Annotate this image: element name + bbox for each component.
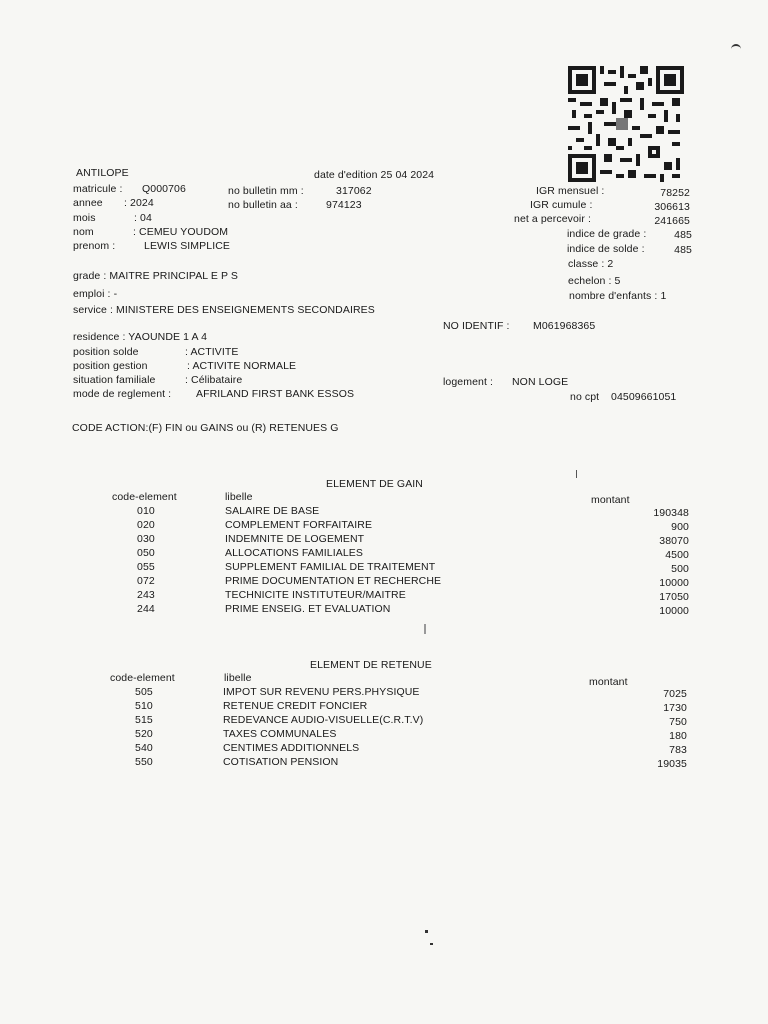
position-gestion-value: : ACTIVITE NORMALE <box>187 360 297 372</box>
retenues-row-code: 505 <box>135 686 153 698</box>
igr-cumule-value: 306613 <box>654 201 690 213</box>
no-identif-label: NO IDENTIF : <box>443 320 510 332</box>
gains-row-montant: 17050 <box>659 591 689 603</box>
position-solde-value: : ACTIVITE <box>185 346 239 358</box>
retenues-col-montant: montant <box>589 676 628 688</box>
net-label: net a percevoir : <box>514 213 591 225</box>
scan-mark <box>424 624 426 634</box>
retenues-row-montant: 19035 <box>657 758 687 770</box>
emploi: emploi : - <box>73 288 118 300</box>
reglement-label: mode de reglement : <box>73 388 172 400</box>
retenues-row-libelle: TAXES COMMUNALES <box>223 728 337 740</box>
grade: grade : MAITRE PRINCIPAL E P S <box>73 270 239 282</box>
gains-col-code: code-element <box>112 491 177 503</box>
no-cpt-label: no cpt <box>570 391 600 403</box>
gains-row-montant: 38070 <box>659 535 689 547</box>
situation-label: situation familiale <box>73 374 156 386</box>
gains-row-libelle: INDEMNITE DE LOGEMENT <box>225 533 365 545</box>
bulletin-aa-label: no bulletin aa : <box>228 199 298 211</box>
edition-date: date d'edition 25 04 2024 <box>314 169 435 181</box>
gains-row-code: 020 <box>137 519 155 531</box>
position-gestion-label: position gestion <box>73 360 148 372</box>
gains-row-code: 072 <box>137 575 155 587</box>
matricule-label: matricule : <box>73 183 123 195</box>
scan-mark <box>576 470 577 478</box>
gains-row-libelle: PRIME DOCUMENTATION ET RECHERCHE <box>225 575 442 587</box>
gains-row-montant: 190348 <box>653 507 689 519</box>
retenues-row-montant: 180 <box>669 730 687 742</box>
retenues-col-libelle: libelle <box>224 672 252 684</box>
retenues-row-libelle: IMPOT SUR REVENU PERS.PHYSIQUE <box>223 686 420 698</box>
gains-row-libelle: TECHNICITE INSTITUTEUR/MAITRE <box>225 589 406 601</box>
gains-row-code: 243 <box>137 589 155 601</box>
mois-value: : 04 <box>134 212 152 224</box>
igr-cumule-label: IGR cumule : <box>530 199 593 211</box>
qr-code <box>566 66 686 182</box>
echelon: echelon : 5 <box>568 275 621 287</box>
gains-row-code: 050 <box>137 547 155 559</box>
indice-solde-value: 485 <box>674 244 692 256</box>
indice-solde-label: indice de solde : <box>567 243 645 255</box>
prenom-value: LEWIS SIMPLICE <box>144 240 231 252</box>
retenues-row-montant: 7025 <box>663 688 687 700</box>
retenues-row-montant: 1730 <box>663 702 687 714</box>
retenues-row-code: 510 <box>135 700 153 712</box>
position-solde-label: position solde <box>73 346 139 358</box>
gains-row-libelle: COMPLEMENT FORFAITAIRE <box>225 519 373 531</box>
net-value: 241665 <box>654 215 690 227</box>
annee-value: : 2024 <box>124 197 154 209</box>
matricule-value: Q000706 <box>142 183 186 195</box>
retenues-row-montant: 783 <box>669 744 687 756</box>
gains-row-code: 010 <box>137 505 155 517</box>
code-action: CODE ACTION:(F) FIN ou GAINS ou (R) RETENUES G <box>72 422 339 434</box>
no-identif-value: M061968365 <box>533 320 596 332</box>
nom-label: nom <box>73 226 94 238</box>
gains-title: ELEMENT DE GAIN <box>326 478 423 490</box>
bulletin-aa-value: 974123 <box>326 199 362 211</box>
retenues-row-code: 520 <box>135 728 153 740</box>
gains-row-code: 055 <box>137 561 155 573</box>
gains-row-code: 030 <box>137 533 155 545</box>
retenues-row-code: 550 <box>135 756 153 768</box>
retenues-row-libelle: REDEVANCE AUDIO-VISUELLE(C.R.T.V) <box>223 714 424 726</box>
residence: residence : YAOUNDE 1 A 4 <box>73 331 208 343</box>
nombre-enfants: nombre d'enfants : 1 <box>569 290 667 302</box>
igr-mensuel-label: IGR mensuel : <box>536 185 605 197</box>
gains-row-libelle: SUPPLEMENT FAMILIAL DE TRAITEMENT <box>225 561 436 573</box>
igr-mensuel-value: 78252 <box>660 187 690 199</box>
logement-value: NON LOGE <box>512 376 569 388</box>
gains-row-libelle: ALLOCATIONS FAMILIALES <box>225 547 363 559</box>
retenues-row-libelle: CENTIMES ADDITIONNELS <box>223 742 360 754</box>
gains-col-montant: montant <box>591 494 630 506</box>
indice-grade-value: 485 <box>674 229 692 241</box>
classe: classe : 2 <box>568 258 614 270</box>
retenues-title: ELEMENT DE RETENUE <box>310 659 432 671</box>
nom-value: : CEMEU YOUDOM <box>133 226 229 238</box>
retenues-row-code: 540 <box>135 742 153 754</box>
scan-mark <box>430 943 433 945</box>
bulletin-mm-label: no bulletin mm : <box>228 185 304 197</box>
gains-row-montant: 10000 <box>659 577 689 589</box>
gains-col-libelle: libelle <box>225 491 253 503</box>
gains-row-montant: 4500 <box>665 549 689 561</box>
bulletin-mm-value: 317062 <box>336 185 372 197</box>
prenom-label: prenom : <box>73 240 116 252</box>
no-cpt-value: 04509661051 <box>611 391 677 403</box>
gains-row-montant: 10000 <box>659 605 689 617</box>
scan-mark <box>731 44 741 49</box>
gains-row-montant: 500 <box>671 563 689 575</box>
retenues-col-code: code-element <box>110 672 175 684</box>
gains-row-libelle: PRIME ENSEIG. ET EVALUATION <box>225 603 391 615</box>
app-name: ANTILOPE <box>76 167 129 179</box>
mois-label: mois <box>73 212 96 224</box>
logement-label: logement : <box>443 376 494 388</box>
gains-row-montant: 900 <box>671 521 689 533</box>
gains-row-code: 244 <box>137 603 155 615</box>
indice-grade-label: indice de grade : <box>567 228 647 240</box>
scan-mark <box>425 930 428 933</box>
annee-label: annee <box>73 197 103 209</box>
gains-row-libelle: SALAIRE DE BASE <box>225 505 320 517</box>
retenues-row-code: 515 <box>135 714 153 726</box>
situation-value: : Célibataire <box>185 374 243 386</box>
service: service : MINISTERE DES ENSEIGNEMENTS SECONDAIRES <box>73 304 375 316</box>
retenues-row-montant: 750 <box>669 716 687 728</box>
retenues-row-libelle: RETENUE CREDIT FONCIER <box>223 700 368 712</box>
retenues-row-libelle: COTISATION PENSION <box>223 756 339 768</box>
reglement-value: AFRILAND FIRST BANK ESSOS <box>196 388 355 400</box>
